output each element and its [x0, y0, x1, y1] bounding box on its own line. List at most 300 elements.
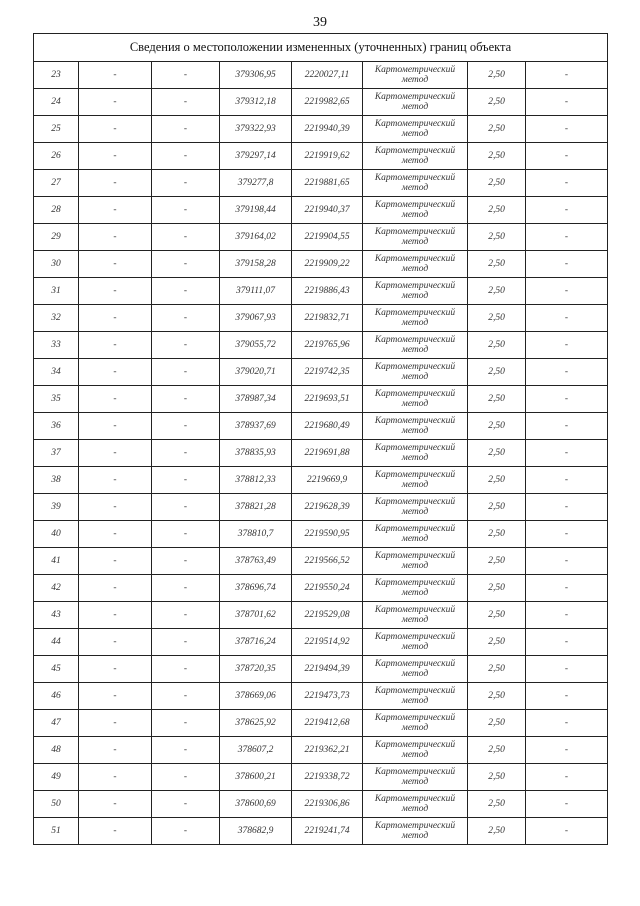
- table-row: [34, 683, 608, 710]
- empty-cell: -: [526, 764, 608, 791]
- method-line-1: Картометрический: [374, 470, 456, 480]
- coordinate-y-cell: 2219494,39: [292, 656, 363, 683]
- accuracy-cell: 2,50: [468, 413, 526, 440]
- method-line-1: Картометрический: [374, 308, 456, 318]
- coordinate-y-cell: 2219881,65: [292, 170, 363, 197]
- coordinate-x-cell: 378937,69: [220, 413, 292, 440]
- accuracy-cell: 2,50: [468, 278, 526, 305]
- table-row: [34, 656, 608, 683]
- empty-cell: -: [152, 548, 220, 575]
- coordinate-y-cell: 2219412,68: [292, 710, 363, 737]
- empty-cell: -: [79, 305, 152, 332]
- method-line-1: Картометрический: [374, 497, 456, 507]
- table-row: [34, 818, 608, 845]
- empty-cell: -: [152, 629, 220, 656]
- empty-cell: -: [79, 710, 152, 737]
- method-line-2: метод: [401, 777, 429, 787]
- coordinate-y-cell: 2219590,95: [292, 521, 363, 548]
- empty-cell: -: [526, 710, 608, 737]
- empty-cell: -: [79, 386, 152, 413]
- coordinate-y-cell: 2219886,43: [292, 278, 363, 305]
- empty-cell: -: [152, 332, 220, 359]
- accuracy-cell: 2,50: [468, 494, 526, 521]
- accuracy-cell: 2,50: [468, 467, 526, 494]
- point-number-cell: 37: [34, 440, 79, 467]
- method-cell: [363, 305, 468, 332]
- empty-cell: -: [79, 62, 152, 89]
- empty-cell: -: [79, 116, 152, 143]
- empty-cell: -: [152, 818, 220, 845]
- empty-cell: -: [152, 170, 220, 197]
- empty-cell: -: [79, 818, 152, 845]
- point-number-cell: 46: [34, 683, 79, 710]
- coordinate-x-cell: 379306,95: [220, 62, 292, 89]
- point-number-cell: 47: [34, 710, 79, 737]
- empty-cell: -: [526, 494, 608, 521]
- table-body: [34, 62, 608, 845]
- empty-cell: -: [526, 737, 608, 764]
- coordinate-x-cell: 379164,02: [220, 224, 292, 251]
- empty-cell: -: [152, 440, 220, 467]
- coordinate-x-cell: 378696,74: [220, 575, 292, 602]
- accuracy-cell: 2,50: [468, 305, 526, 332]
- method-line-2: метод: [401, 183, 429, 193]
- table-row: [34, 116, 608, 143]
- method-line-1: Картометрический: [374, 362, 456, 372]
- empty-cell: -: [79, 440, 152, 467]
- method-cell: [363, 62, 468, 89]
- method-line-1: Картометрический: [374, 416, 456, 426]
- method-line-1: Картометрический: [374, 821, 456, 831]
- table-row: [34, 224, 608, 251]
- empty-cell: -: [79, 683, 152, 710]
- coordinate-x-cell: 378669,06: [220, 683, 292, 710]
- empty-cell: -: [152, 656, 220, 683]
- method-line-2: метод: [401, 453, 429, 463]
- method-cell: [363, 494, 468, 521]
- coordinate-x-cell: 379158,28: [220, 251, 292, 278]
- empty-cell: -: [526, 224, 608, 251]
- table-row: [34, 494, 608, 521]
- table-row: [34, 467, 608, 494]
- method-cell: [363, 575, 468, 602]
- point-number-cell: 26: [34, 143, 79, 170]
- empty-cell: -: [526, 575, 608, 602]
- table-row: [34, 62, 608, 89]
- method-line-1: Картометрический: [374, 551, 456, 561]
- coordinate-x-cell: 378701,62: [220, 602, 292, 629]
- point-number-cell: 50: [34, 791, 79, 818]
- empty-cell: -: [79, 170, 152, 197]
- point-number-cell: 32: [34, 305, 79, 332]
- empty-cell: -: [526, 413, 608, 440]
- method-line-2: метод: [401, 345, 429, 355]
- point-number-cell: 40: [34, 521, 79, 548]
- empty-cell: -: [79, 197, 152, 224]
- empty-cell: -: [526, 467, 608, 494]
- coordinate-y-cell: 2219669,9: [292, 467, 363, 494]
- method-cell: [363, 332, 468, 359]
- coordinate-y-cell: 2219529,08: [292, 602, 363, 629]
- method-line-1: Картометрический: [374, 146, 456, 156]
- method-line-1: Картометрический: [374, 92, 456, 102]
- coordinate-x-cell: 378810,7: [220, 521, 292, 548]
- table-row: [34, 791, 608, 818]
- coordinate-y-cell: 2219362,21: [292, 737, 363, 764]
- method-line-1: Картометрический: [374, 740, 456, 750]
- point-number-cell: 42: [34, 575, 79, 602]
- table-row: [34, 197, 608, 224]
- method-line-1: Картометрический: [374, 524, 456, 534]
- empty-cell: -: [526, 278, 608, 305]
- coordinate-y-cell: 2219550,24: [292, 575, 363, 602]
- empty-cell: -: [79, 494, 152, 521]
- method-cell: [363, 737, 468, 764]
- method-line-2: метод: [401, 561, 429, 571]
- method-cell: [363, 764, 468, 791]
- coordinate-x-cell: 378600,69: [220, 791, 292, 818]
- coordinate-y-cell: 2219742,35: [292, 359, 363, 386]
- table-row: [34, 440, 608, 467]
- point-number-cell: 38: [34, 467, 79, 494]
- coordinate-x-cell: 379111,07: [220, 278, 292, 305]
- empty-cell: -: [152, 305, 220, 332]
- coordinate-y-cell: 2219940,37: [292, 197, 363, 224]
- empty-cell: -: [79, 737, 152, 764]
- table-row: [34, 332, 608, 359]
- coordinate-x-cell: 378682,9: [220, 818, 292, 845]
- point-number-cell: 36: [34, 413, 79, 440]
- accuracy-cell: 2,50: [468, 170, 526, 197]
- table-row: [34, 737, 608, 764]
- coordinate-y-cell: 2219909,22: [292, 251, 363, 278]
- method-cell: [363, 197, 468, 224]
- empty-cell: -: [152, 143, 220, 170]
- method-line-1: Картометрический: [374, 281, 456, 291]
- coordinate-x-cell: 379055,72: [220, 332, 292, 359]
- method-line-2: метод: [401, 642, 429, 652]
- empty-cell: -: [79, 629, 152, 656]
- empty-cell: -: [79, 224, 152, 251]
- method-line-2: метод: [401, 534, 429, 544]
- method-cell: [363, 143, 468, 170]
- accuracy-cell: 2,50: [468, 440, 526, 467]
- table-row: [34, 386, 608, 413]
- empty-cell: -: [526, 143, 608, 170]
- table-row: [34, 170, 608, 197]
- coordinate-x-cell: 378600,21: [220, 764, 292, 791]
- empty-cell: -: [526, 170, 608, 197]
- method-line-1: Картометрический: [374, 605, 456, 615]
- method-line-2: метод: [401, 291, 429, 301]
- coordinate-y-cell: 2219566,52: [292, 548, 363, 575]
- empty-cell: -: [79, 413, 152, 440]
- point-number-cell: 29: [34, 224, 79, 251]
- empty-cell: -: [152, 413, 220, 440]
- empty-cell: -: [152, 467, 220, 494]
- empty-cell: -: [79, 575, 152, 602]
- coordinate-y-cell: 2219982,65: [292, 89, 363, 116]
- accuracy-cell: 2,50: [468, 575, 526, 602]
- accuracy-cell: 2,50: [468, 143, 526, 170]
- accuracy-cell: 2,50: [468, 359, 526, 386]
- coordinate-y-cell: 2220027,11: [292, 62, 363, 89]
- empty-cell: -: [526, 629, 608, 656]
- point-number-cell: 30: [34, 251, 79, 278]
- empty-cell: -: [79, 143, 152, 170]
- empty-cell: -: [152, 764, 220, 791]
- table-row: [34, 629, 608, 656]
- coordinate-x-cell: 378821,28: [220, 494, 292, 521]
- accuracy-cell: 2,50: [468, 818, 526, 845]
- method-line-2: метод: [401, 750, 429, 760]
- method-line-2: метод: [401, 210, 429, 220]
- accuracy-cell: 2,50: [468, 764, 526, 791]
- coordinate-y-cell: 2219832,71: [292, 305, 363, 332]
- accuracy-cell: 2,50: [468, 116, 526, 143]
- method-cell: [363, 224, 468, 251]
- method-cell: [363, 386, 468, 413]
- empty-cell: -: [152, 494, 220, 521]
- point-number-cell: 31: [34, 278, 79, 305]
- method-line-2: метод: [401, 426, 429, 436]
- empty-cell: -: [79, 602, 152, 629]
- point-number-cell: 39: [34, 494, 79, 521]
- method-line-2: метод: [401, 507, 429, 517]
- empty-cell: -: [79, 359, 152, 386]
- method-cell: [363, 440, 468, 467]
- point-number-cell: 25: [34, 116, 79, 143]
- method-cell: [363, 791, 468, 818]
- method-line-1: Картометрический: [374, 254, 456, 264]
- method-line-2: метод: [401, 264, 429, 274]
- point-number-cell: 33: [34, 332, 79, 359]
- table-row: [34, 305, 608, 332]
- table-row: [34, 575, 608, 602]
- empty-cell: -: [526, 818, 608, 845]
- accuracy-cell: 2,50: [468, 791, 526, 818]
- method-line-1: Картометрический: [374, 578, 456, 588]
- coordinate-y-cell: 2219919,62: [292, 143, 363, 170]
- coordinate-y-cell: 2219693,51: [292, 386, 363, 413]
- coordinate-x-cell: 378763,49: [220, 548, 292, 575]
- empty-cell: -: [526, 440, 608, 467]
- empty-cell: -: [152, 521, 220, 548]
- method-cell: [363, 467, 468, 494]
- empty-cell: -: [79, 764, 152, 791]
- table-row: [34, 89, 608, 116]
- table-row: [34, 143, 608, 170]
- method-line-2: метод: [401, 372, 429, 382]
- coordinate-x-cell: 379067,93: [220, 305, 292, 332]
- table-row: [34, 521, 608, 548]
- coordinate-y-cell: 2219514,92: [292, 629, 363, 656]
- accuracy-cell: 2,50: [468, 332, 526, 359]
- accuracy-cell: 2,50: [468, 683, 526, 710]
- method-line-1: Картометрический: [374, 389, 456, 399]
- empty-cell: -: [152, 710, 220, 737]
- empty-cell: -: [152, 575, 220, 602]
- empty-cell: -: [152, 602, 220, 629]
- table-row: [34, 413, 608, 440]
- point-number-cell: 28: [34, 197, 79, 224]
- accuracy-cell: 2,50: [468, 89, 526, 116]
- empty-cell: -: [526, 791, 608, 818]
- method-line-2: метод: [401, 318, 429, 328]
- empty-cell: -: [152, 278, 220, 305]
- coordinate-y-cell: 2219680,49: [292, 413, 363, 440]
- page-number: 39: [313, 15, 327, 30]
- method-line-2: метод: [401, 723, 429, 733]
- method-cell: [363, 602, 468, 629]
- method-cell: [363, 89, 468, 116]
- method-line-1: Картометрический: [374, 65, 456, 75]
- empty-cell: -: [526, 602, 608, 629]
- coordinate-x-cell: 379312,18: [220, 89, 292, 116]
- accuracy-cell: 2,50: [468, 602, 526, 629]
- point-number-cell: 44: [34, 629, 79, 656]
- empty-cell: -: [79, 467, 152, 494]
- coordinate-x-cell: 379297,14: [220, 143, 292, 170]
- table-row: [34, 251, 608, 278]
- accuracy-cell: 2,50: [468, 197, 526, 224]
- method-line-2: метод: [401, 804, 429, 814]
- accuracy-cell: 2,50: [468, 251, 526, 278]
- coordinate-x-cell: 379198,44: [220, 197, 292, 224]
- method-line-2: метод: [401, 129, 429, 139]
- accuracy-cell: 2,50: [468, 386, 526, 413]
- accuracy-cell: 2,50: [468, 737, 526, 764]
- empty-cell: -: [526, 251, 608, 278]
- table-caption: Сведения о местоположении измененных (уточненных) границ объекта: [34, 34, 608, 62]
- coordinate-x-cell: 379322,93: [220, 116, 292, 143]
- coordinate-y-cell: 2219338,72: [292, 764, 363, 791]
- coordinate-x-cell: 378812,33: [220, 467, 292, 494]
- method-line-2: метод: [401, 399, 429, 409]
- accuracy-cell: 2,50: [468, 629, 526, 656]
- empty-cell: -: [526, 305, 608, 332]
- method-line-2: метод: [401, 696, 429, 706]
- method-line-2: метод: [401, 102, 429, 112]
- method-line-1: Картометрический: [374, 659, 456, 669]
- method-line-1: Картометрический: [374, 227, 456, 237]
- point-number-cell: 23: [34, 62, 79, 89]
- accuracy-cell: 2,50: [468, 656, 526, 683]
- accuracy-cell: 2,50: [468, 62, 526, 89]
- coordinate-y-cell: 2219306,86: [292, 791, 363, 818]
- empty-cell: -: [526, 197, 608, 224]
- empty-cell: -: [152, 683, 220, 710]
- empty-cell: -: [526, 359, 608, 386]
- method-cell: [363, 251, 468, 278]
- table-row: [34, 359, 608, 386]
- method-line-1: Картометрический: [374, 200, 456, 210]
- accuracy-cell: 2,50: [468, 710, 526, 737]
- empty-cell: -: [526, 62, 608, 89]
- method-cell: [363, 710, 468, 737]
- point-number-cell: 51: [34, 818, 79, 845]
- empty-cell: -: [152, 197, 220, 224]
- empty-cell: -: [152, 791, 220, 818]
- empty-cell: -: [79, 278, 152, 305]
- method-line-1: Картометрический: [374, 335, 456, 345]
- method-cell: [363, 359, 468, 386]
- coordinate-y-cell: 2219628,39: [292, 494, 363, 521]
- method-cell: [363, 170, 468, 197]
- method-cell: [363, 278, 468, 305]
- point-number-cell: 49: [34, 764, 79, 791]
- coordinate-x-cell: 378716,24: [220, 629, 292, 656]
- coordinate-y-cell: 2219904,55: [292, 224, 363, 251]
- method-line-1: Картометрический: [374, 119, 456, 129]
- point-number-cell: 35: [34, 386, 79, 413]
- empty-cell: -: [79, 332, 152, 359]
- method-line-2: метод: [401, 75, 429, 85]
- coordinate-x-cell: 379277,8: [220, 170, 292, 197]
- coordinate-x-cell: 378835,93: [220, 440, 292, 467]
- empty-cell: -: [526, 656, 608, 683]
- point-number-cell: 43: [34, 602, 79, 629]
- table-row: [34, 548, 608, 575]
- empty-cell: -: [152, 737, 220, 764]
- coordinate-x-cell: 379020,71: [220, 359, 292, 386]
- method-cell: [363, 818, 468, 845]
- accuracy-cell: 2,50: [468, 548, 526, 575]
- point-number-cell: 27: [34, 170, 79, 197]
- point-number-cell: 48: [34, 737, 79, 764]
- boundary-coordinates-table: [33, 33, 608, 845]
- coordinate-y-cell: 2219940,39: [292, 116, 363, 143]
- method-cell: [363, 683, 468, 710]
- empty-cell: -: [152, 359, 220, 386]
- table-row: [34, 710, 608, 737]
- empty-cell: -: [526, 89, 608, 116]
- point-number-cell: 45: [34, 656, 79, 683]
- empty-cell: -: [152, 116, 220, 143]
- method-line-2: метод: [401, 615, 429, 625]
- empty-cell: -: [79, 548, 152, 575]
- empty-cell: -: [79, 521, 152, 548]
- method-cell: [363, 116, 468, 143]
- method-line-1: Картометрический: [374, 686, 456, 696]
- method-line-2: метод: [401, 831, 429, 841]
- method-line-1: Картометрический: [374, 767, 456, 777]
- method-cell: [363, 548, 468, 575]
- table-row: [34, 278, 608, 305]
- empty-cell: -: [526, 386, 608, 413]
- method-line-2: метод: [401, 480, 429, 490]
- point-number-cell: 41: [34, 548, 79, 575]
- method-cell: [363, 656, 468, 683]
- method-cell: [363, 521, 468, 548]
- coordinate-x-cell: 378720,35: [220, 656, 292, 683]
- coordinate-y-cell: 2219241,74: [292, 818, 363, 845]
- method-line-1: Картометрический: [374, 713, 456, 723]
- coordinate-y-cell: 2219691,88: [292, 440, 363, 467]
- table-row: [34, 602, 608, 629]
- method-line-1: Картометрический: [374, 632, 456, 642]
- method-line-2: метод: [401, 156, 429, 166]
- empty-cell: -: [526, 332, 608, 359]
- coordinate-y-cell: 2219473,73: [292, 683, 363, 710]
- empty-cell: -: [152, 224, 220, 251]
- coordinate-x-cell: 378625,92: [220, 710, 292, 737]
- point-number-cell: 34: [34, 359, 79, 386]
- method-cell: [363, 629, 468, 656]
- empty-cell: -: [526, 548, 608, 575]
- method-line-1: Картометрический: [374, 794, 456, 804]
- accuracy-cell: 2,50: [468, 521, 526, 548]
